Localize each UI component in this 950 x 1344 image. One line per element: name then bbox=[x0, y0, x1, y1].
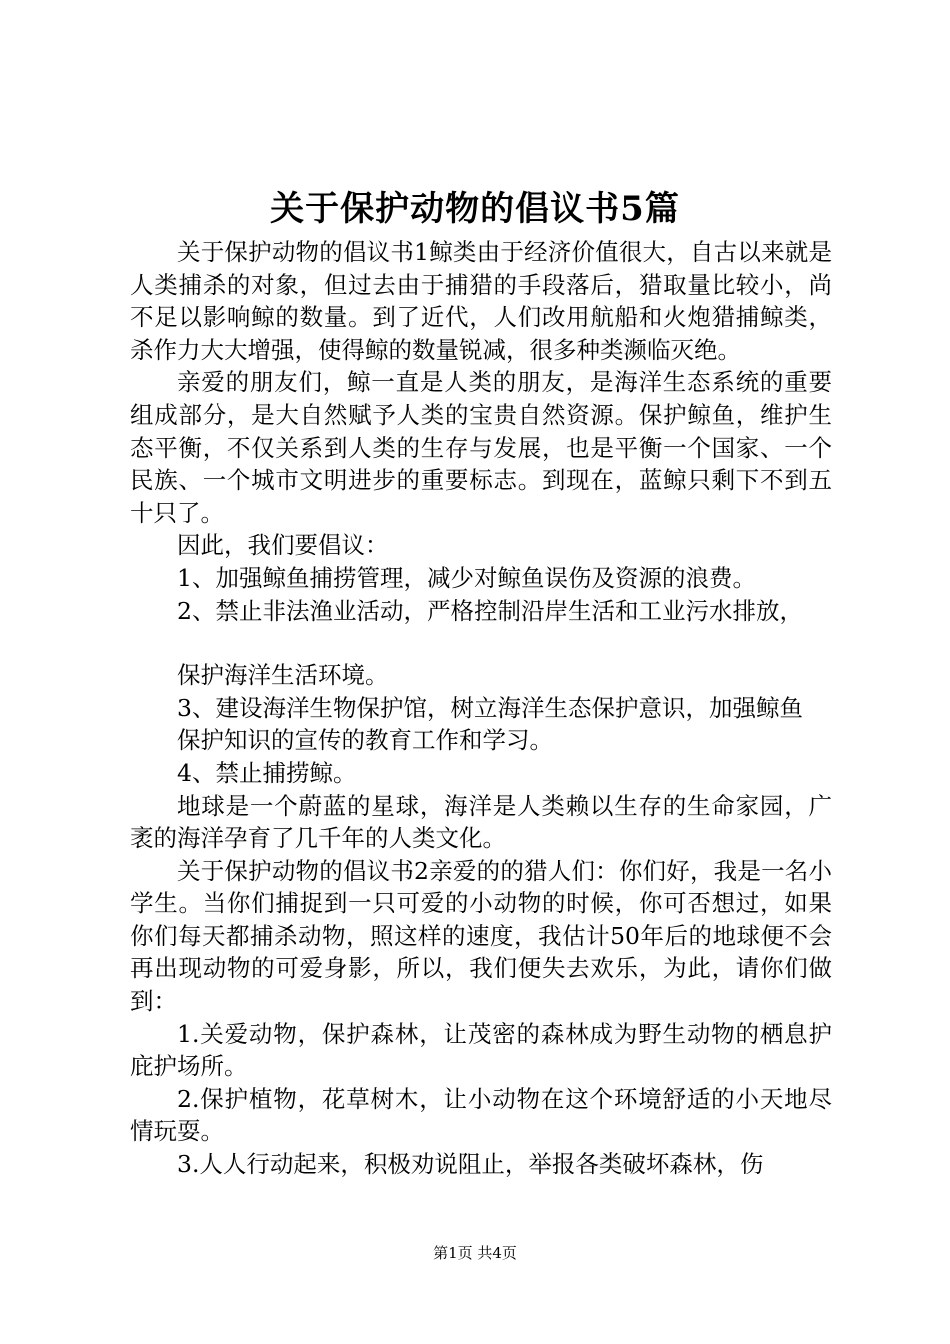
paragraph-letter-2: 关于保护动物的倡议书2亲爱的的猎人们：你们好，我是一名小学生。当你们捕捉到一只可爱的小动物的时候，你可否想过，如果你们每天都捕杀动物，照这样的速度，我估计50年后的地球便不会再出现动物的可爱身影，所以，我们便失去欢乐，为此，请你们做到： bbox=[130, 856, 832, 1016]
letter-item-3: 3.人人行动起来，积极劝说阻止，举报各类破坏森林，伤 bbox=[177, 1150, 764, 1179]
paragraph-earth: 地球是一个蔚蓝的星球，海洋是人类赖以生存的生命家园，广袤的海洋孕育了几千年的人类文化。 bbox=[130, 791, 832, 853]
paragraph-friends: 亲爱的朋友们，鲸一直是人类的朋友，是海洋生态系统的重要组成部分，是大自然赋予人类的宝贵自然资源。保护鲸鱼，维护生态平衡，不仅关系到人类的生存与发展，也是平衡一个国家、一个民族、一个城市文明进步的重要标志。到现在，蓝鲸只剩下不到五十只了。 bbox=[130, 368, 832, 527]
paragraph-intro: 关于保护动物的倡议书1鲸类由于经济价值很大，自古以来就是人类捕杀的对象，但过去由于捕猎的手段落后，猎取量比较小，尚不足以影响鲸的数量。到了近代，人们改用航船和火炮猎捕鲸类，杀作力大大增强，使得鲸的数量锐减，很多种类濒临灭绝。 bbox=[130, 238, 832, 364]
blank-line bbox=[130, 627, 832, 659]
proposal-item-3-cont: 保护知识的宣传的教育工作和学习。 bbox=[177, 726, 553, 755]
page-number-footer: 第1页 共4页 bbox=[433, 1244, 517, 1262]
proposal-item-3: 3、建设海洋生物保护馆，树立海洋生态保护意识，加强鲸鱼 bbox=[177, 693, 803, 722]
proposal-item-2: 2、禁止非法渔业活动，严格控制沿岸生活和工业污水排放， bbox=[177, 596, 803, 625]
letter-item-1: 1.关爱动物，保护森林，让茂密的森林成为野生动物的栖息护庇护场所。 bbox=[130, 1019, 832, 1081]
document-title: 关于保护动物的倡议书5篇 bbox=[270, 189, 680, 229]
proposal-item-2-cont: 保护海洋生活环境。 bbox=[177, 661, 389, 690]
document-body bbox=[130, 236, 832, 1181]
letter-item-2: 2.保护植物，花草树木，让小动物在这个环境舒适的小天地尽情玩耍。 bbox=[130, 1084, 832, 1146]
proposal-item-1: 1、加强鲸鱼捕捞管理，减少对鲸鱼误伤及资源的浪费。 bbox=[177, 563, 756, 592]
paragraph-proposal-lead: 因此，我们要倡议： bbox=[177, 531, 389, 560]
proposal-item-4: 4、禁止捕捞鲸。 bbox=[177, 758, 357, 787]
